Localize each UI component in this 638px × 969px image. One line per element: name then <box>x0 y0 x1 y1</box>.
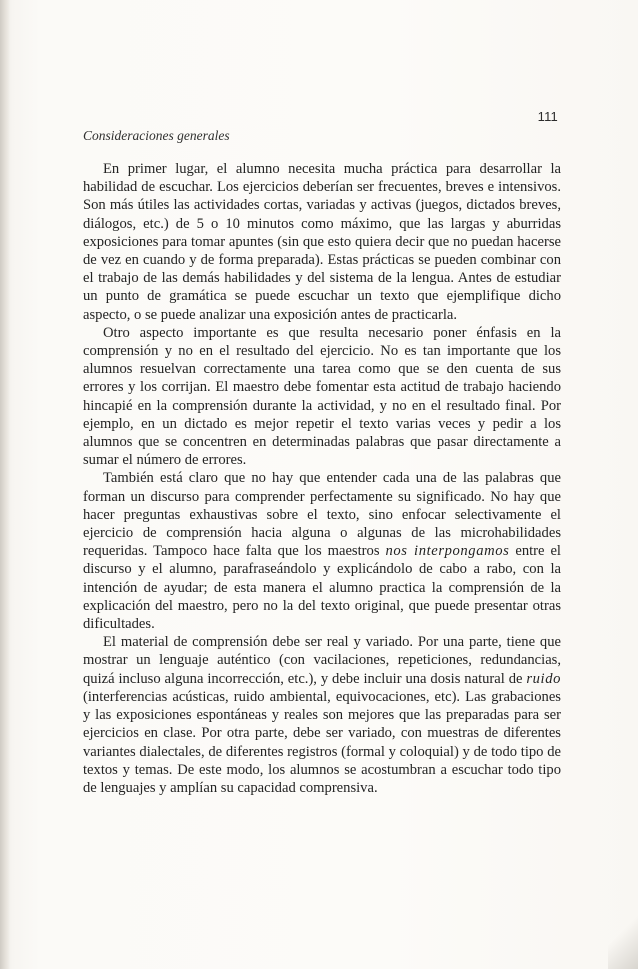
running-head: Consideraciones generales <box>83 128 230 143</box>
page-edge-shadow <box>608 909 638 969</box>
paragraph-4-text-end: (interferencias acústicas, ruido ambiental, equivocaciones, etc). Las grabaciones y las exposiciones espontáneas y reales son mejores que las preparadas para ser ejercicios en clase. Por otra parte, debe ser variado, con muestras de diferentes variantes dialectales, de diferentes registros (formal y coloquial) y de todo tipo de textos y temas. De este modo, los alumnos se acostumbran a escuchar todo tipo de lenguajes y amplían su capacidad comprensiva. <box>83 688 561 796</box>
paragraph-3-text-start: También está claro que no hay que entender cada una de las palabras que forman un discurso para comprender perfectamente su significado. No hay que hacer preguntas exhaustivas sobre el texto, sino enfocar selectivamente el ejercicio de comprensión hacia alguna o algunas de las microhabilidades requeridas. Tampoco hace falta que los maestros <box>83 470 561 560</box>
binding-shadow <box>0 0 10 969</box>
body-text <box>83 160 561 797</box>
emphasis-ruido: ruido <box>526 670 561 687</box>
paragraph-4 <box>83 633 561 797</box>
paragraph-1: En primer lugar, el alumno necesita mucha práctica para desarrollar la habilidad de escuchar. Los ejercicios deberían ser frecuentes, breves e intensivos. Son más útiles las actividades cortas, variadas y activas (juegos, dictados breves, diálogos, etc.) de 5 o 10 minutos como máximo, que las largas y aburridas exposiciones para tomar apuntes (sin que esto quiera decir que no puedan hacerse de vez en cuando y de forma preparada). Estas prácticas se pueden combinar con el trabajo de las demás habilidades y del sistema de la lengua. Antes de estudiar un punto de gramática se puede escuchar un texto que ejemplifique dicho aspecto, o se puede analizar una exposición antes de practicarla. <box>83 161 561 323</box>
page-number: 111 <box>537 109 558 124</box>
paragraph-2: Otro aspecto importante es que resulta necesario poner énfasis en la comprensión y no en el resultado del ejercicio. No es tan importante que los alumnos resuelvan correctamente una tarea como que se den cuenta de sus errores y los corrijan. El maestro debe fomentar esta actitud de trabajo haciendo hincapié en la comprensión durante la actividad, y no en el resultado final. Por ejemplo, en un dictado es mejor repetir el texto varias veces y pedir a los alumnos que se concentren en determinadas palabras que pasar directamente a sumar el número de errores. <box>83 324 561 469</box>
emphasis-nos-interpongamos: nos interpongamos <box>385 543 510 560</box>
paragraph-3-text-end: entre el discurso y el alumno, parafraseándolo y explicándolo de cabo a rabo, con la intención de ayudar; de esta manera el alumno practica la comprensión de la explicación del maestro, pero no la del texto original, que puede presentar otras dificultades. <box>83 543 561 633</box>
paragraph-3 <box>83 469 561 633</box>
paragraph-4-text-start: El material de comprensión debe ser real y variado. Por una parte, tiene que mostrar un lenguaje auténtico (con vacilaciones, repeticiones, redundancias, quizá incluso alguna incorrección, etc.), y debe incluir una dosis natural de <box>83 634 561 687</box>
